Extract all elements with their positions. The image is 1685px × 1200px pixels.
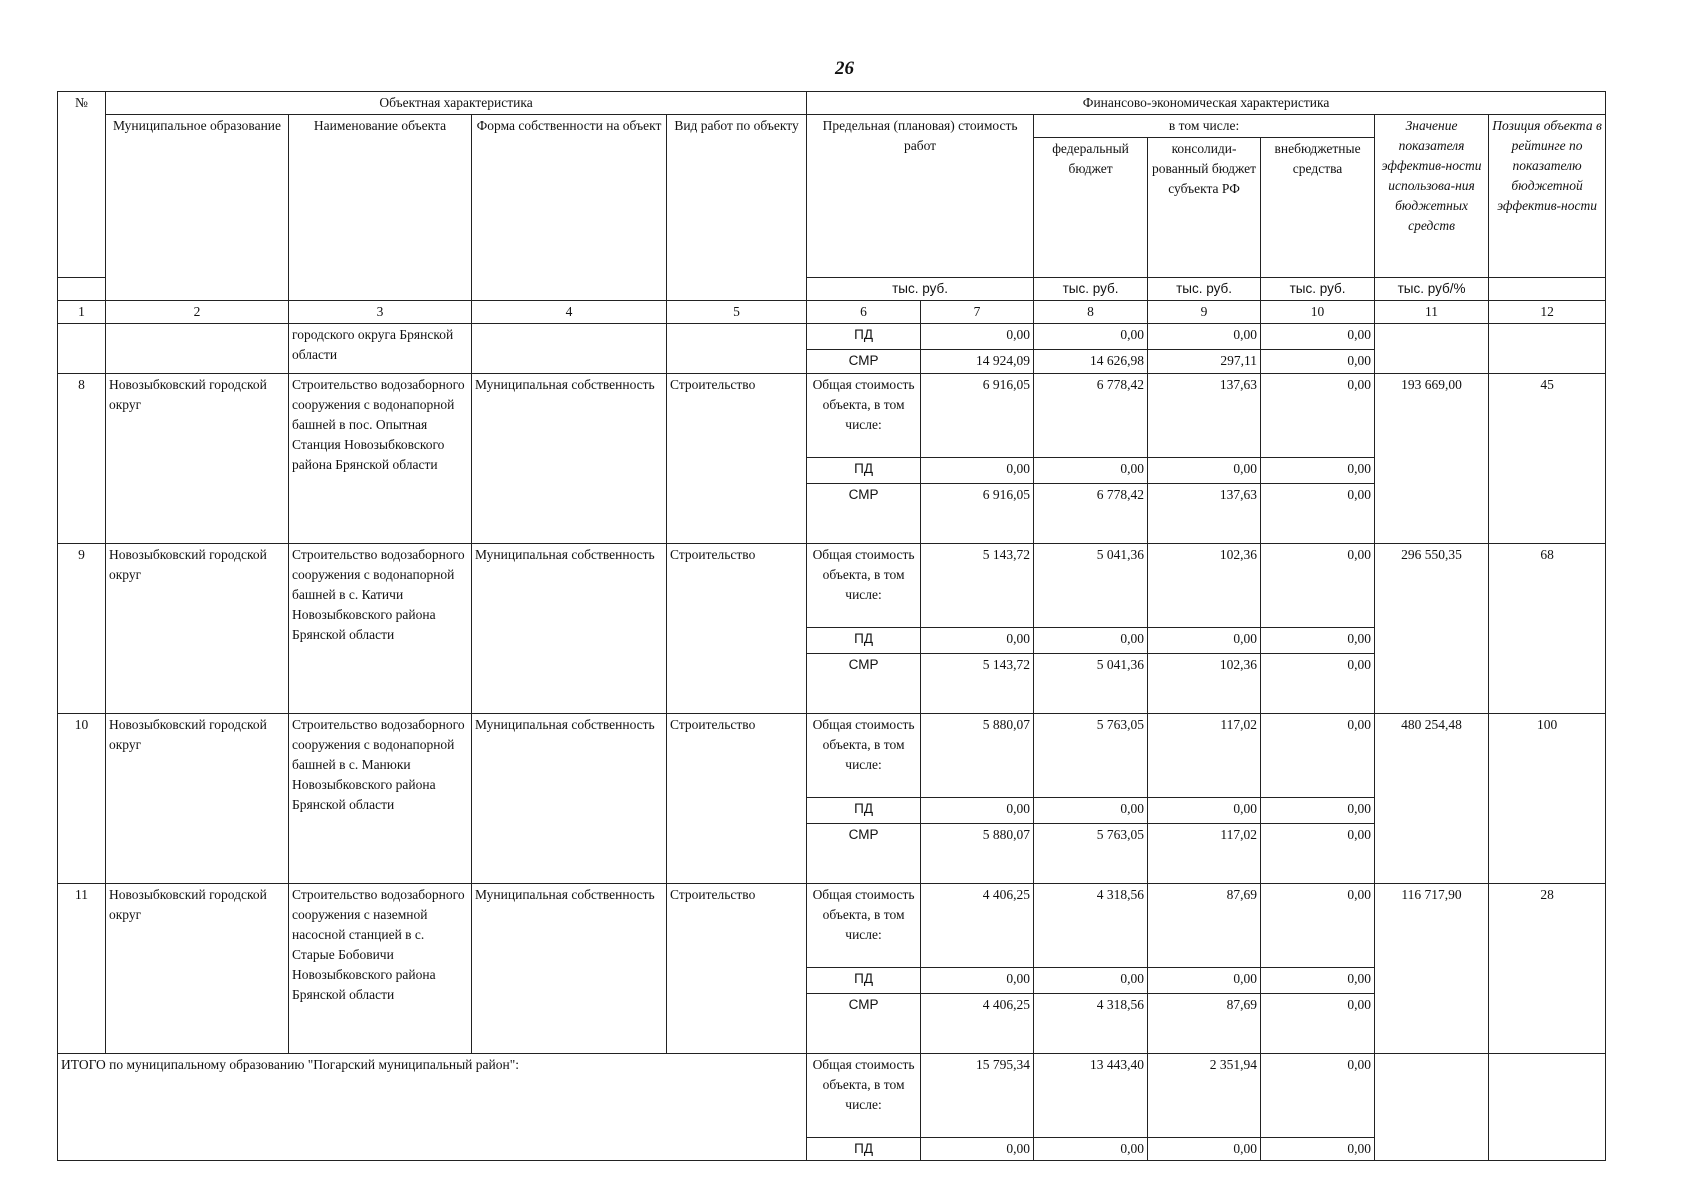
col-number: 5 xyxy=(667,301,807,324)
col-number: 6 xyxy=(807,301,921,324)
row-pd-cost: 0,00 xyxy=(921,628,1034,654)
row-pd-consolidated: 0,00 xyxy=(1148,628,1261,654)
total-row-total-extrabudget: 0,00 xyxy=(1261,1054,1375,1138)
unit-efficiency: тыс. руб/% xyxy=(1375,278,1489,301)
row-ownership: Муниципальная собственность xyxy=(472,374,667,544)
row-object-name: Строительство водозаборного сооружения с водонапорной башней в с. Катичи Новозыбковского района Брянской области xyxy=(289,544,472,714)
col-number: 9 xyxy=(1148,301,1261,324)
smr-label: СМР xyxy=(807,350,921,374)
total-row-total-cost: 15 795,34 xyxy=(921,1054,1034,1138)
continuation-smr-federal: 14 626,98 xyxy=(1034,350,1148,374)
row-position: 45 xyxy=(1489,374,1606,544)
total-cost-label: Общая стоимость объекта, в том числе: xyxy=(807,544,921,628)
row-efficiency: 193 669,00 xyxy=(1375,374,1489,544)
table-row-continuation-num xyxy=(58,324,106,374)
budget-table xyxy=(57,91,1606,1161)
row-total-extrabudget: 0,00 xyxy=(1261,884,1375,968)
row-pd-consolidated: 0,00 xyxy=(1148,968,1261,994)
row-total-federal: 6 778,42 xyxy=(1034,374,1148,458)
row-total-federal: 5 041,36 xyxy=(1034,544,1148,628)
col-number: 7 xyxy=(921,301,1034,324)
col-number: 11 xyxy=(1375,301,1489,324)
header-limit-cost: Предельная (плановая) стоимость работ xyxy=(807,115,1034,278)
row-position: 68 xyxy=(1489,544,1606,714)
row-number: 10 xyxy=(58,714,106,884)
pd-label: ПД xyxy=(807,628,921,654)
total-row-pd-cost: 0,00 xyxy=(921,1138,1034,1161)
unit-consolidated: тыс. руб. xyxy=(1148,278,1261,301)
row-pd-cost: 0,00 xyxy=(921,968,1034,994)
row-efficiency: 480 254,48 xyxy=(1375,714,1489,884)
row-work-type: Строительство xyxy=(667,374,807,544)
row-object-name: Строительство водозаборного сооружения с наземной насосной станцией в с. Старые Бобовичи Новозыбковского района Брянской области xyxy=(289,884,472,1054)
row-pd-federal: 0,00 xyxy=(1034,458,1148,484)
row-total-federal: 5 763,05 xyxy=(1034,714,1148,798)
smr-label: СМР xyxy=(807,994,921,1054)
row-smr-extrabudget: 0,00 xyxy=(1261,824,1375,884)
row-smr-cost: 5 880,07 xyxy=(921,824,1034,884)
col-number: 4 xyxy=(472,301,667,324)
row-work-type: Строительство xyxy=(667,544,807,714)
continuation-smr-extrabudget: 0,00 xyxy=(1261,350,1375,374)
header-object-characteristic: Объектная характеристика xyxy=(106,92,807,115)
row-efficiency: 296 550,35 xyxy=(1375,544,1489,714)
page-number: 26 xyxy=(835,58,854,79)
row-position: 100 xyxy=(1489,714,1606,884)
row-smr-federal: 5 041,36 xyxy=(1034,654,1148,714)
row-smr-federal: 4 318,56 xyxy=(1034,994,1148,1054)
col-number: 12 xyxy=(1489,301,1606,324)
row-total-consolidated: 102,36 xyxy=(1148,544,1261,628)
col-number: 3 xyxy=(289,301,472,324)
row-number: 9 xyxy=(58,544,106,714)
header-num-cont xyxy=(58,278,106,301)
smr-label: СМР xyxy=(807,654,921,714)
row-smr-extrabudget: 0,00 xyxy=(1261,484,1375,544)
row-pd-cost: 0,00 xyxy=(921,458,1034,484)
row-number: 11 xyxy=(58,884,106,1054)
row-smr-cost: 4 406,25 xyxy=(921,994,1034,1054)
continuation-pd-consolidated: 0,00 xyxy=(1148,324,1261,350)
row-total-consolidated: 137,63 xyxy=(1148,374,1261,458)
header-ownership: Форма собственности на объект xyxy=(472,115,667,301)
row-smr-extrabudget: 0,00 xyxy=(1261,654,1375,714)
row-total-cost: 6 916,05 xyxy=(921,374,1034,458)
pd-label: ПД xyxy=(807,458,921,484)
total-cost-label: Общая стоимость объекта, в том числе: xyxy=(807,884,921,968)
row-total-cost: 4 406,25 xyxy=(921,884,1034,968)
row-total-extrabudget: 0,00 xyxy=(1261,544,1375,628)
row-total-consolidated: 117,02 xyxy=(1148,714,1261,798)
header-including: в том числе: xyxy=(1034,115,1375,138)
header-federal: федеральный бюджет xyxy=(1034,138,1148,278)
row-pd-federal: 0,00 xyxy=(1034,798,1148,824)
row-pd-federal: 0,00 xyxy=(1034,968,1148,994)
row-total-cost: 5 880,07 xyxy=(921,714,1034,798)
row-total-federal: 4 318,56 xyxy=(1034,884,1148,968)
row-ownership: Муниципальная собственность xyxy=(472,544,667,714)
row-municipality: Новозыбковский городской округ xyxy=(106,714,289,884)
total-row-pd-consolidated: 0,00 xyxy=(1148,1138,1261,1161)
col-number: 2 xyxy=(106,301,289,324)
smr-label: СМР xyxy=(807,824,921,884)
continuation-pd-federal: 0,00 xyxy=(1034,324,1148,350)
total-row-total-consolidated: 2 351,94 xyxy=(1148,1054,1261,1138)
row-municipality: Новозыбковский городской округ xyxy=(106,374,289,544)
row-pd-extrabudget: 0,00 xyxy=(1261,968,1375,994)
total-row-total-federal: 13 443,40 xyxy=(1034,1054,1148,1138)
continuation-pd-cost: 0,00 xyxy=(921,324,1034,350)
continuation-smr-consolidated: 297,11 xyxy=(1148,350,1261,374)
row-position: 28 xyxy=(1489,884,1606,1054)
row-ownership: Муниципальная собственность xyxy=(472,884,667,1054)
total-row-pd-federal: 0,00 xyxy=(1034,1138,1148,1161)
total-cost-label: Общая стоимость объекта, в том числе: xyxy=(807,1054,921,1138)
row-pd-extrabudget: 0,00 xyxy=(1261,798,1375,824)
row-smr-consolidated: 87,69 xyxy=(1148,994,1261,1054)
continuation-object-name: городского округа Брянской области xyxy=(289,324,472,374)
header-efficiency: Значение показателя эффектив-ности использова-ния бюджетных средств xyxy=(1375,115,1489,278)
row-smr-federal: 6 778,42 xyxy=(1034,484,1148,544)
row-work-type: Строительство xyxy=(667,714,807,884)
row-pd-consolidated: 0,00 xyxy=(1148,458,1261,484)
col-number: 8 xyxy=(1034,301,1148,324)
row-municipality: Новозыбковский городской округ xyxy=(106,544,289,714)
row-pd-extrabudget: 0,00 xyxy=(1261,628,1375,654)
row-municipality: Новозыбковский городской округ xyxy=(106,884,289,1054)
row-smr-federal: 5 763,05 xyxy=(1034,824,1148,884)
header-consolidated: консолиди-рованный бюджет субъекта РФ xyxy=(1148,138,1261,278)
header-object-name: Наименование объекта xyxy=(289,115,472,301)
header-financial-characteristic: Финансово-экономическая характеристика xyxy=(807,92,1606,115)
row-object-name: Строительство водозаборного сооружения с водонапорной башней в пос. Опытная Станция Новозыбковского района Брянской области xyxy=(289,374,472,544)
total-row-label: ИТОГО по муниципальному образованию "Погарский муниципальный район": xyxy=(58,1054,807,1161)
row-efficiency: 116 717,90 xyxy=(1375,884,1489,1054)
table-row-continuation-municipality xyxy=(106,324,289,374)
row-total-extrabudget: 0,00 xyxy=(1261,374,1375,458)
row-pd-extrabudget: 0,00 xyxy=(1261,458,1375,484)
pd-label: ПД xyxy=(807,798,921,824)
row-total-extrabudget: 0,00 xyxy=(1261,714,1375,798)
row-total-cost: 5 143,72 xyxy=(921,544,1034,628)
unit-extrabudget: тыс. руб. xyxy=(1261,278,1375,301)
header-extrabudget: внебюджетные средства xyxy=(1261,138,1375,278)
total-cost-label: Общая стоимость объекта, в том числе: xyxy=(807,374,921,458)
unit-federal: тыс. руб. xyxy=(1034,278,1148,301)
col-number: 1 xyxy=(58,301,106,324)
unit-limit-cost: тыс. руб. xyxy=(807,278,1034,301)
row-number: 8 xyxy=(58,374,106,544)
continuation-pd-extrabudget: 0,00 xyxy=(1261,324,1375,350)
row-smr-extrabudget: 0,00 xyxy=(1261,994,1375,1054)
header-position: Позиция объекта в рейтинге по показателю бюджетной эффектив-ности xyxy=(1489,115,1606,278)
row-pd-cost: 0,00 xyxy=(921,798,1034,824)
unit-position xyxy=(1489,278,1606,301)
row-smr-cost: 5 143,72 xyxy=(921,654,1034,714)
row-smr-consolidated: 117,02 xyxy=(1148,824,1261,884)
header-num: № xyxy=(58,92,106,278)
total-cost-label: Общая стоимость объекта, в том числе: xyxy=(807,714,921,798)
total-row-pd-extrabudget: 0,00 xyxy=(1261,1138,1375,1161)
row-smr-consolidated: 137,63 xyxy=(1148,484,1261,544)
pd-label: ПД xyxy=(807,324,921,350)
header-municipality: Муниципальное образование xyxy=(106,115,289,301)
row-object-name: Строительство водозаборного сооружения с водонапорной башней в с. Манюки Новозыбковского района Брянской области xyxy=(289,714,472,884)
row-total-consolidated: 87,69 xyxy=(1148,884,1261,968)
row-pd-consolidated: 0,00 xyxy=(1148,798,1261,824)
col-number: 10 xyxy=(1261,301,1375,324)
pd-label: ПД xyxy=(807,968,921,994)
row-smr-cost: 6 916,05 xyxy=(921,484,1034,544)
header-work-type: Вид работ по объекту xyxy=(667,115,807,301)
smr-label: СМР xyxy=(807,484,921,544)
continuation-smr-cost: 14 924,09 xyxy=(921,350,1034,374)
row-pd-federal: 0,00 xyxy=(1034,628,1148,654)
pd-label: ПД xyxy=(807,1138,921,1161)
row-work-type: Строительство xyxy=(667,884,807,1054)
row-smr-consolidated: 102,36 xyxy=(1148,654,1261,714)
row-ownership: Муниципальная собственность xyxy=(472,714,667,884)
